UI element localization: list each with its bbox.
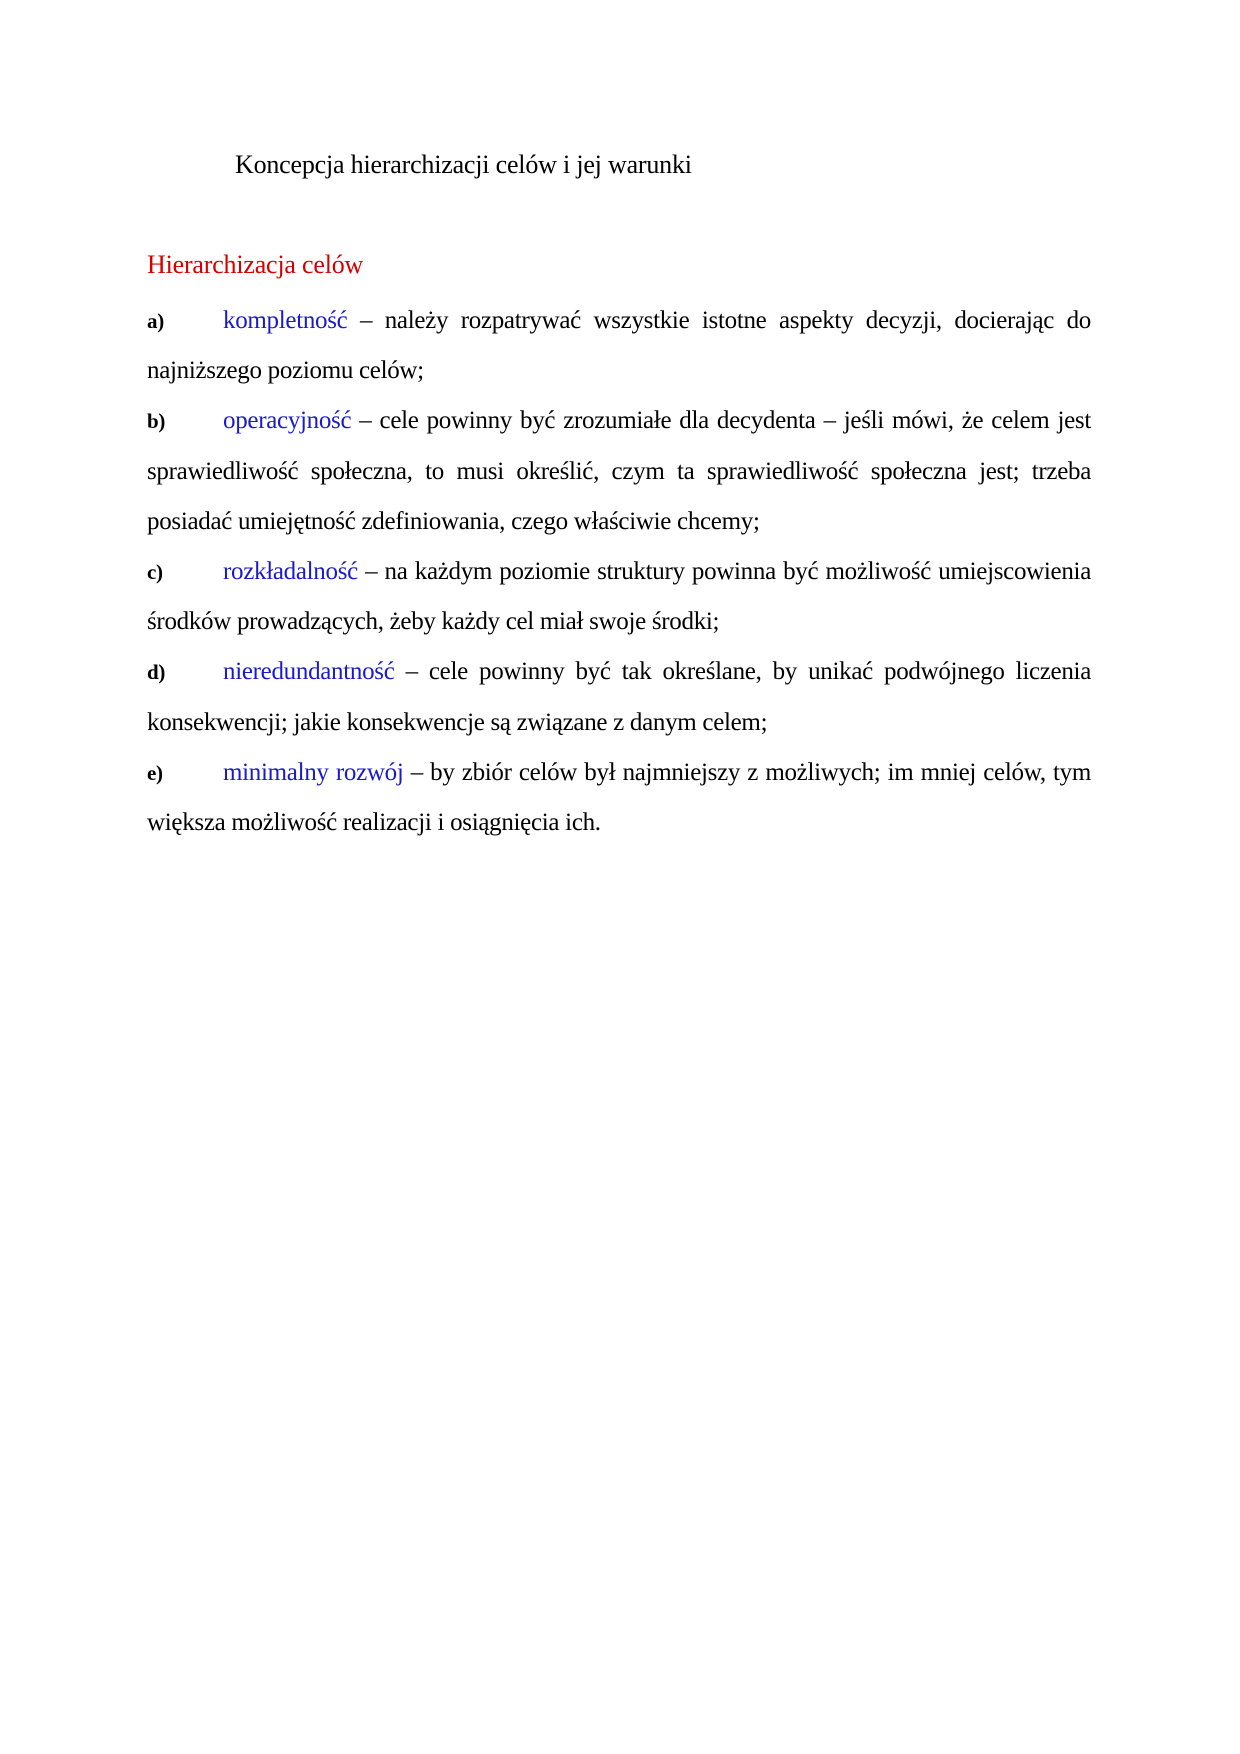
item-marker: c) bbox=[147, 560, 163, 585]
item-marker: a) bbox=[147, 309, 164, 333]
document-title: Koncepcja hierarchizacji celów i jej warunki bbox=[235, 150, 692, 179]
item-term: nieredundantność bbox=[223, 658, 395, 686]
item-marker: e) bbox=[147, 760, 163, 785]
list-item-nonredundancy bbox=[147, 647, 1091, 747]
list-item-operationality bbox=[147, 396, 1091, 547]
list-item-minimal-size bbox=[147, 748, 1091, 848]
item-marker: d) bbox=[147, 660, 166, 685]
conditions-list bbox=[147, 296, 1091, 848]
item-text: – należy rozpatrywać wszystkie istotne aspekty decyzji, docierając do najniższego poziomu celów; bbox=[147, 307, 1091, 385]
item-term: kompletność bbox=[223, 307, 348, 334]
item-term: minimalny rozwój bbox=[223, 758, 404, 786]
item-marker: b) bbox=[147, 409, 166, 434]
list-item-completeness bbox=[147, 296, 1091, 396]
item-text: – by zbiór celów był najmniejszy z możliwych; im mniej celów, tym większa możliwość realizacji i osiągnięcia ich. bbox=[147, 758, 1091, 837]
item-text: – cele powinny być tak określane, by unikać podwójnego liczenia konsekwencji; jakie konsekwencje są związane z danym celem; bbox=[147, 658, 1091, 736]
item-text: – na każdym poziomie struktury powinna być możliwość umiejscowienia środków prowadzących, żeby każdy cel miał swoje środki; bbox=[147, 558, 1091, 636]
list-item-decomposability bbox=[147, 547, 1091, 647]
item-term: operacyjność bbox=[223, 407, 352, 435]
item-text: – cele powinny być zrozumiałe dla decydenta – jeśli mówi, że celem jest sprawiedliwość społeczna, to musi określić, czym ta sprawiedliwość społeczna jest; trzeba posiadać umiejętność zdefiniowania, czego właściwie chcemy; bbox=[147, 407, 1091, 535]
item-term: rozkładalność bbox=[223, 558, 358, 586]
section-heading: Hierarchizacja celów bbox=[147, 250, 364, 279]
